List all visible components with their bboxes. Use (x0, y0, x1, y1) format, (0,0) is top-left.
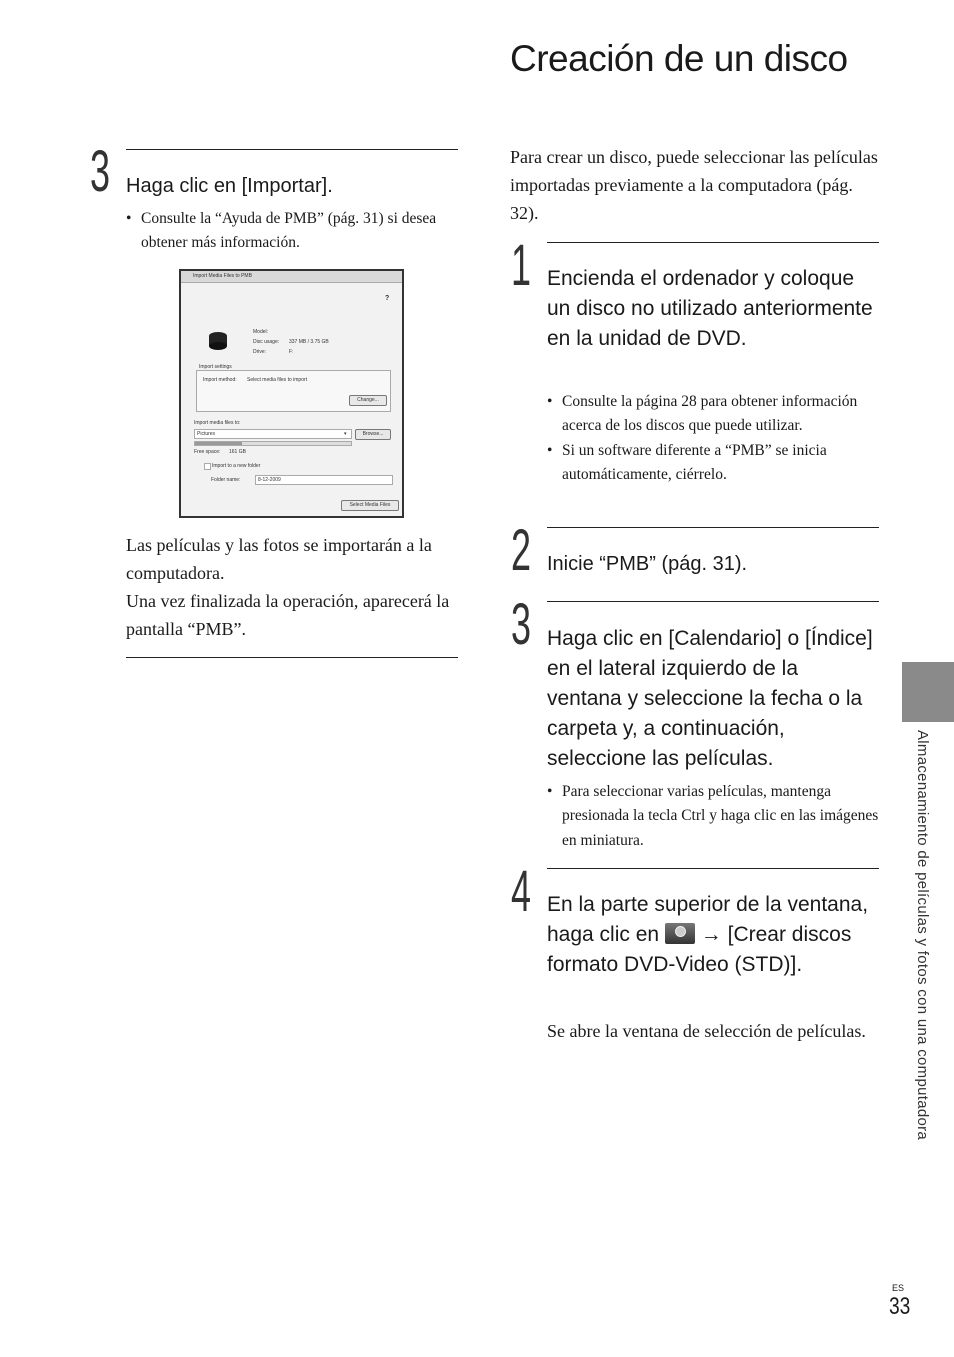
import-settings-label: Import settings (199, 364, 232, 370)
new-folder-label: Import to a new folder (212, 463, 261, 469)
folder-name-label: Folder name: (211, 477, 241, 483)
bullet-list (547, 390, 879, 487)
folder-name-value: 8-12-2009 (258, 477, 281, 483)
browse-button[interactable]: Browse... (355, 429, 391, 440)
bullet-item: • Consulte la página 28 para obtener información acerca de los discos que puede utilizar. (547, 390, 879, 439)
free-space-value: 161 GB (229, 449, 246, 455)
bullet-item: • Consulte la “Ayuda de PMB” (pág. 31) si desea obtener más información. (126, 207, 446, 256)
step-heading: Haga clic en [Calendario] o [Índice] en el lateral izquierdo de la ventana y seleccione la fecha o la carpeta y, a continuación, seleccione las películas. (547, 627, 873, 770)
create-disc-icon (665, 923, 695, 944)
divider (126, 149, 458, 150)
new-folder-checkbox[interactable] (204, 463, 211, 470)
bullet-item: • Para seleccionar varias películas, mantenga presionada la tecla Ctrl y haga clic en las imágenes en miniatura. (547, 780, 881, 853)
page-number: 33 (889, 1293, 911, 1320)
step-number: 3 (511, 592, 532, 657)
step-heading-part2: [Crear discos formato DVD-Video (STD)]. (547, 923, 852, 976)
drive-label: Drive: (253, 349, 267, 355)
page-title: Creación de un disco (510, 38, 848, 79)
divider (126, 657, 458, 658)
disc-drive-icon (207, 331, 229, 351)
import-method-value: Select media files to import (247, 377, 308, 383)
change-button[interactable]: Change... (349, 395, 387, 406)
arrow-icon: → (700, 923, 722, 946)
import-to-label: Import media files to: (194, 420, 241, 426)
select-media-files-button[interactable]: Select Media Files (341, 500, 399, 511)
step-number: 1 (511, 233, 532, 298)
step-heading: Haga clic en [Importar]. (126, 175, 333, 197)
import-method-label: Import method: (203, 377, 237, 383)
paragraph: Las películas y las fotos se importarán a la computadora. (126, 535, 432, 583)
language-code: ES (892, 1283, 905, 1293)
section-tab-label: Almacenamiento de películas y fotos con una computadora (914, 730, 931, 1141)
help-icon: ? (385, 295, 390, 302)
step-body: Se abre la ventana de selección de películas. (547, 1021, 866, 1041)
step-heading: Encienda el ordenador y coloque un disco no utilizado anteriormente en la unidad de DVD. (547, 267, 873, 350)
free-space-label: Free space: (194, 449, 221, 455)
step-heading-part1: En la parte superior de la ventana, haga clic en (547, 893, 869, 946)
divider (547, 527, 879, 528)
disc-usage-value: 337 MB / 3.75 GB (289, 339, 329, 345)
bullet-list (547, 780, 881, 853)
dialog-titlebar (181, 271, 402, 283)
import-dialog-screenshot (179, 269, 404, 518)
step-number: 4 (511, 859, 532, 924)
step-heading: Inicie “PMB” (pág. 31). (547, 553, 748, 575)
drive-value: F: (289, 349, 294, 355)
divider (547, 601, 879, 602)
dropdown-arrow-icon: ▾ (344, 431, 347, 437)
paragraph: Una vez finalizada la operación, aparecerá la pantalla “PMB”. (126, 591, 450, 639)
import-to-select[interactable] (194, 429, 352, 439)
step-number: 3 (90, 139, 111, 204)
disc-usage-label: Disc usage: (253, 339, 280, 345)
step-heading (547, 890, 879, 980)
bullet-item: • Si un software diferente a “PMB” se inicia automáticamente, ciérrelo. (547, 439, 879, 488)
section-tab (902, 662, 954, 722)
intro-paragraph: Para crear un disco, puede seleccionar las películas importadas previamente a la computadora (pág. 32). (510, 147, 878, 223)
divider (547, 242, 879, 243)
model-label: Model: (253, 329, 269, 335)
divider (547, 868, 879, 869)
bullet-list (126, 207, 446, 256)
dialog-title: Import Media Files to PMB (193, 273, 252, 279)
usage-bar (194, 441, 352, 446)
step-number: 2 (511, 518, 532, 583)
import-to-value: Pictures (197, 431, 216, 437)
folder-name-input[interactable] (255, 475, 393, 485)
